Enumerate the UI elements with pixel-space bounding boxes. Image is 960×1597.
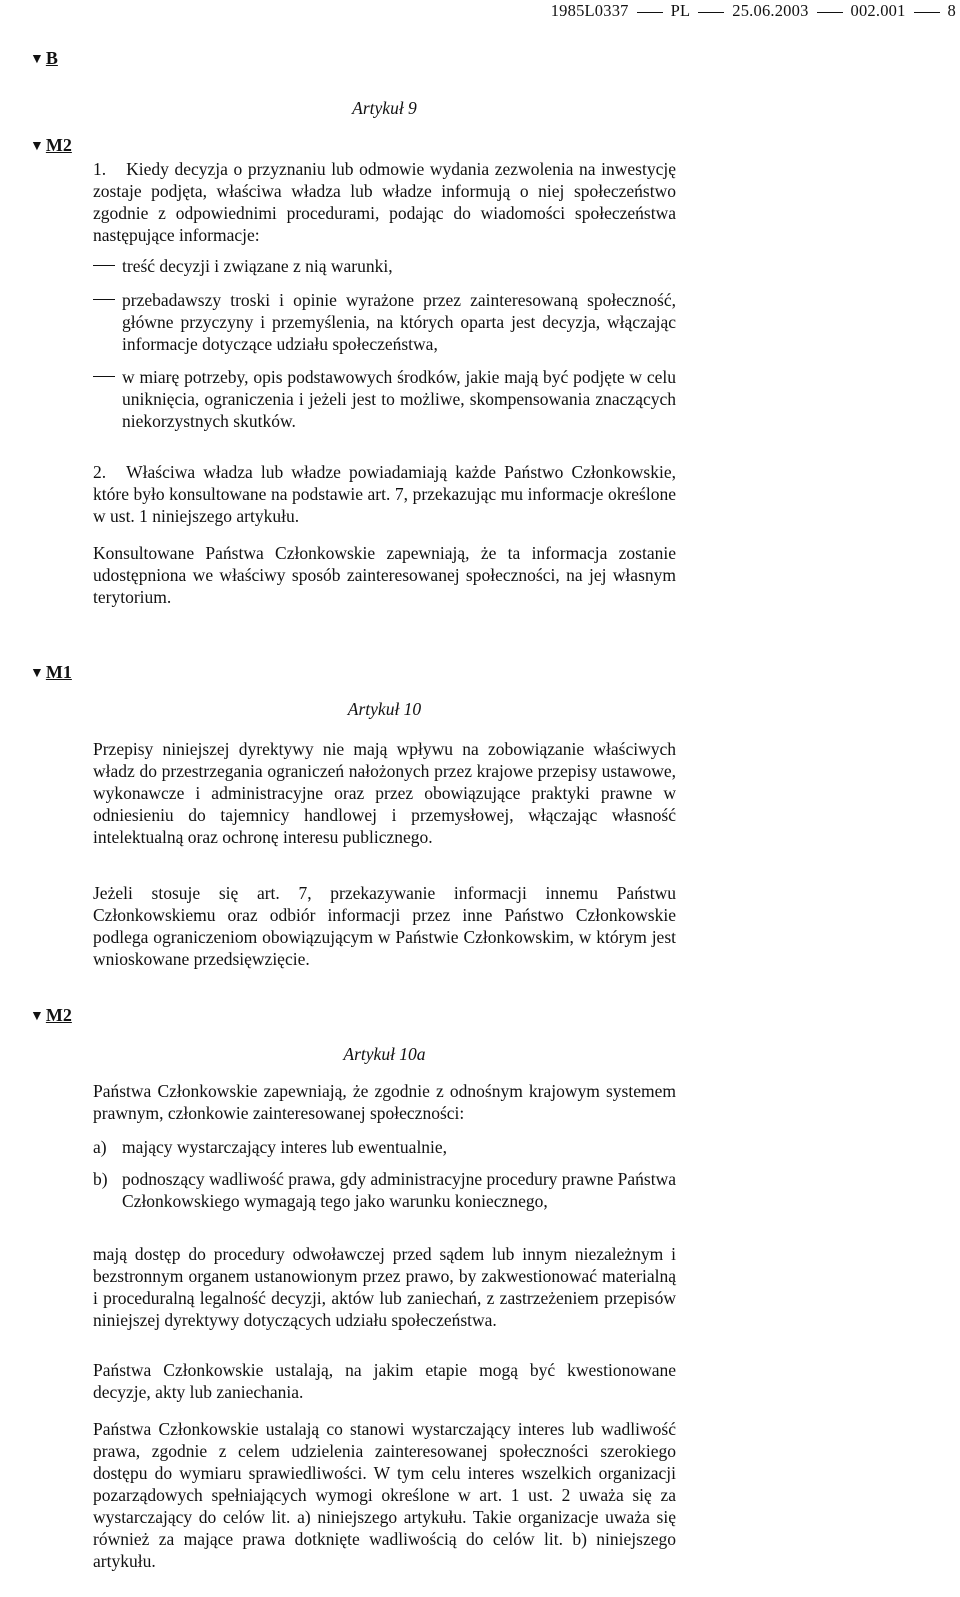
dash-bullet (93, 255, 115, 277)
page-number: 8 (947, 1, 956, 20)
article-9-indent-1: treść decyzji i związane z nią warunki, (122, 256, 393, 276)
triangle-icon: ▼ (30, 666, 44, 681)
article-10-paragraph-1: Przepisy niniejszej dyrektywy nie mają wpływu na zobowiązanie właściwych władz do przestrzegania ograniczeń nałożonych przez krajowe przepisy ustawowe, wykonawcze i administracyjne oraz przez obowiązujące praktyki prawne w odniesieniu do tajemnicy handlowej i przemysłowej, włączając własność intelektualną oraz ochronę interesu publicznego. (93, 739, 676, 847)
article-10a-paragraph-2: mają dostęp do procedury odwoławczej przed sądem lub innym niezależnym i bezstronnym organem ustanowionym przez prawo, by zakwestionować materialną i proceduralną legalność decyzji, aktów lub zaniechań, z zastrzeżeniem przepisów niniejszej dyrektywy dotyczących udziału społeczeństwa. (93, 1244, 676, 1330)
list-item-a: mający wystarczający interes lub ewentualnie, (122, 1137, 448, 1157)
article-9-indent-2: przebadawszy troski i opinie wyrażone przez zainteresowaną społeczność, główne przyczyny i przemyślenia, na których oparta jest decyzja, włączając informacje dotyczące udziału społeczeństwa, (122, 290, 676, 354)
amendment-marker-b[interactable] (30, 47, 58, 71)
amendment-marker-m1[interactable] (30, 661, 72, 685)
triangle-icon: ▼ (30, 52, 44, 67)
article-10a-title: Artykuł 10a (343, 1044, 426, 1064)
article-9-paragraph-2 (93, 461, 676, 527)
amendment-marker-m2-second[interactable] (30, 1004, 72, 1028)
marker-label[interactable]: M2 (45, 135, 72, 155)
list-label-a: a) (93, 1137, 107, 1157)
article-9-paragraph-1 (93, 158, 676, 246)
amendment-marker-m2[interactable] (30, 134, 72, 158)
triangle-icon: ▼ (30, 1009, 44, 1024)
marker-label[interactable]: B (45, 48, 58, 68)
doc-date: 25.06.2003 (732, 1, 809, 20)
marker-label[interactable]: M1 (45, 662, 72, 682)
list-item-b: podnoszący wadliwość prawa, gdy administracyjne procedury prawne Państwa Członkowskiego wymagają tego jako warunku koniecznego, (122, 1169, 676, 1211)
article-10-title: Artykuł 10 (347, 699, 422, 719)
article-10a-paragraph-3: Państwa Członkowskie ustalają, na jakim etapie mogą być kwestionowane decyzje, akty lub zaniechania. (93, 1360, 676, 1402)
dash-bullet (93, 366, 115, 388)
paragraph-number: 1. (93, 159, 107, 179)
article-10-paragraph-2: Jeżeli stosuje się art. 7, przekazywanie informacji innemu Państwu Członkowskiemu oraz odbiór informacji przez inne Państwo Członkowskie podlega ograniczeniom obowiązującym w Państwie Członkowskim, w którym jest wnioskowane przedsięwzięcie. (93, 883, 676, 969)
doc-lang: PL (670, 1, 691, 20)
article-10a-paragraph-1: Państwa Członkowskie zapewniają, że zgodnie z odnośnym krajowym systemem prawnym, członkowie zainteresowanej społeczności: (93, 1081, 676, 1123)
page-header (551, 0, 956, 22)
triangle-icon: ▼ (30, 139, 44, 154)
article-9-paragraph-3: Konsultowane Państwa Członkowskie zapewniają, że ta informacja zostanie udostępniona we właściwy sposób zainteresowanej społeczności, na jej własnym terytorium. (93, 543, 676, 607)
paragraph-number: 2. (93, 462, 107, 482)
dash-bullet (93, 289, 115, 311)
article-9-title: Artykuł 9 (352, 98, 417, 118)
article-9-indent-3: w miarę potrzeby, opis podstawowych środków, jakie mają być podjęte w celu uniknięcia, ograniczenia i jeżeli jest to możliwe, skompensowania znaczących niekorzystnych skutków. (122, 367, 676, 431)
paragraph-text: Właściwa władza lub władze powiadamiają każde Państwo Członkowskie, które było konsultowane na podstawie art. 7, przekazując mu informacje określone w ust. 1 niniejszego artykułu. (93, 462, 676, 526)
doc-id: 1985L0337 (550, 1, 629, 20)
article-10a-paragraph-4: Państwa Członkowskie ustalają co stanowi wystarczający interes lub wadliwość prawa, zgodnie z celem udzielenia zainteresowanej społeczności szerokiego dostępu do wymiaru sprawiedliwości. W tym celu interes wszelkich organizacji pozarządowych spełniających wymogi określone w art. 1 ust. 2 uważa się za wystarczający do celów lit. a) niniejszego artykułu. Takie organizacje uważa się również za mające prawa dotknięte wadliwością do celów lit. b) niniejszego artykułu. (93, 1419, 676, 1571)
marker-label[interactable]: M2 (45, 1005, 72, 1025)
doc-version: 002.001 (850, 1, 906, 20)
paragraph-text: Kiedy decyzja o przyznaniu lub odmowie wydania zezwolenia na inwestycję zostaje podjęta, właściwa władza lub władze informują o niej społeczeństwo zgodnie z odpowiednimi procedurami, podając do wiadomości społeczeństwa następujące informacje: (93, 159, 676, 245)
list-label-b: b) (93, 1169, 108, 1189)
